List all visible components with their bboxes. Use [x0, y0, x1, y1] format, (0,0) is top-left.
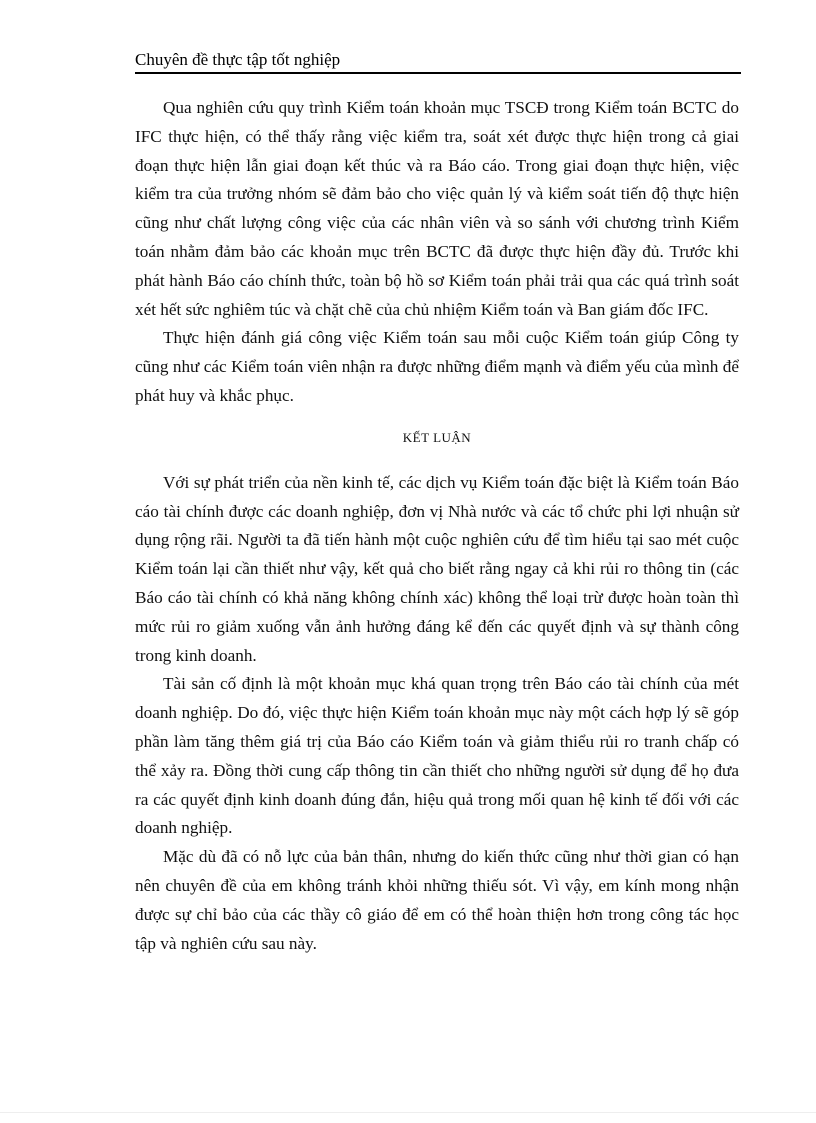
document-body [135, 94, 739, 958]
header-title: Chuyên đề thực tập tốt nghiệp [135, 50, 341, 69]
paragraph-fixed-assets: Tài sản cố định là một khoản mục khá quan trọng trên Báo cáo tài chính của mét doanh nghiệp. Do đó, việc thực hiện Kiểm toán khoản mục này một cách hợp lý sẽ góp phần làm tăng thêm giá trị của Báo cáo Kiểm toán và giảm thiểu rủi ro tranh chấp có thể xảy ra. Đồng thời cung cấp thông tin cần thiết cho những người sử dụng để họ đưa ra các quyết định kinh doanh đúng đắn, hiệu quả trong mối quan hệ kinh tế đối với các doanh nghiệp. [135, 674, 739, 838]
page-bottom-divider [0, 1112, 816, 1113]
page-header [135, 48, 741, 74]
paragraph-economy-development: Với sự phát triển của nền kinh tế, các dịch vụ Kiểm toán đặc biệt là Kiểm toán Báo cáo tài chính được các doanh nghiệp, đơn vị Nhà nước và các tổ chức phi lợi nhuận sử dụng rộng rãi. Người ta đã tiến hành một cuộc nghiên cứu để tìm hiểu tại sao mét cuộc Kiểm toán lại cần thiết như vậy, kết quả cho biết rằng ngay cả khi rủi ro thông tin (các Báo cáo tài chính có khả năng không chính xác) không thể loại trừ được hoàn toàn thì mức rủi ro giảm xuống vẫn ảnh hưởng đáng kể đến các quyết định và sự thành công trong kinh doanh. [135, 472, 739, 665]
paragraph-acknowledgement: Mặc dù đã có nỗ lực của bản thân, nhưng do kiến thức cũng như thời gian có hạn nên chuyên đề của em không tránh khỏi những thiếu sót. Vì vậy, em kính mong nhận được sự chỉ bảo của các thầy cô giáo để em có thể hoàn thiện hơn trong công tác học tập và nghiên cứu sau này. [135, 847, 739, 953]
paragraph-review-process: Qua nghiên cứu quy trình Kiểm toán khoản mục TSCĐ trong Kiểm toán BCTC do IFC thực hiện, có thể thấy rằng việc kiểm tra, soát xét được thực hiện trong cả giai đoạn thực hiện lẫn giai đoạn kết thúc và ra Báo cáo. Trong giai đoạn thực hiện, việc kiểm tra của trưởng nhóm sẽ đảm bảo cho việc quản lý và kiểm soát tiến độ thực hiện cũng như chất lượng công việc của các nhân viên và so sánh với chương trình Kiểm toán nhằm đảm bảo các khoản mục trên BCTC đã được thực hiện đầy đủ. Trước khi phát hành Báo cáo chính thức, toàn bộ hồ sơ Kiểm toán phải trải qua các quá trình soát xét hết sức nghiêm túc và chặt chẽ của chủ nhiệm Kiểm toán và Ban giám đốc IFC. [135, 98, 739, 319]
paragraph-evaluation: Thực hiện đánh giá công việc Kiểm toán sau mỗi cuộc Kiểm toán giúp Công ty cũng như các Kiểm toán viên nhận ra được những điểm mạnh và điểm yếu của mình để phát huy và khắc phục. [135, 328, 739, 405]
conclusion-heading: KẾT LUẬN [402, 429, 472, 445]
